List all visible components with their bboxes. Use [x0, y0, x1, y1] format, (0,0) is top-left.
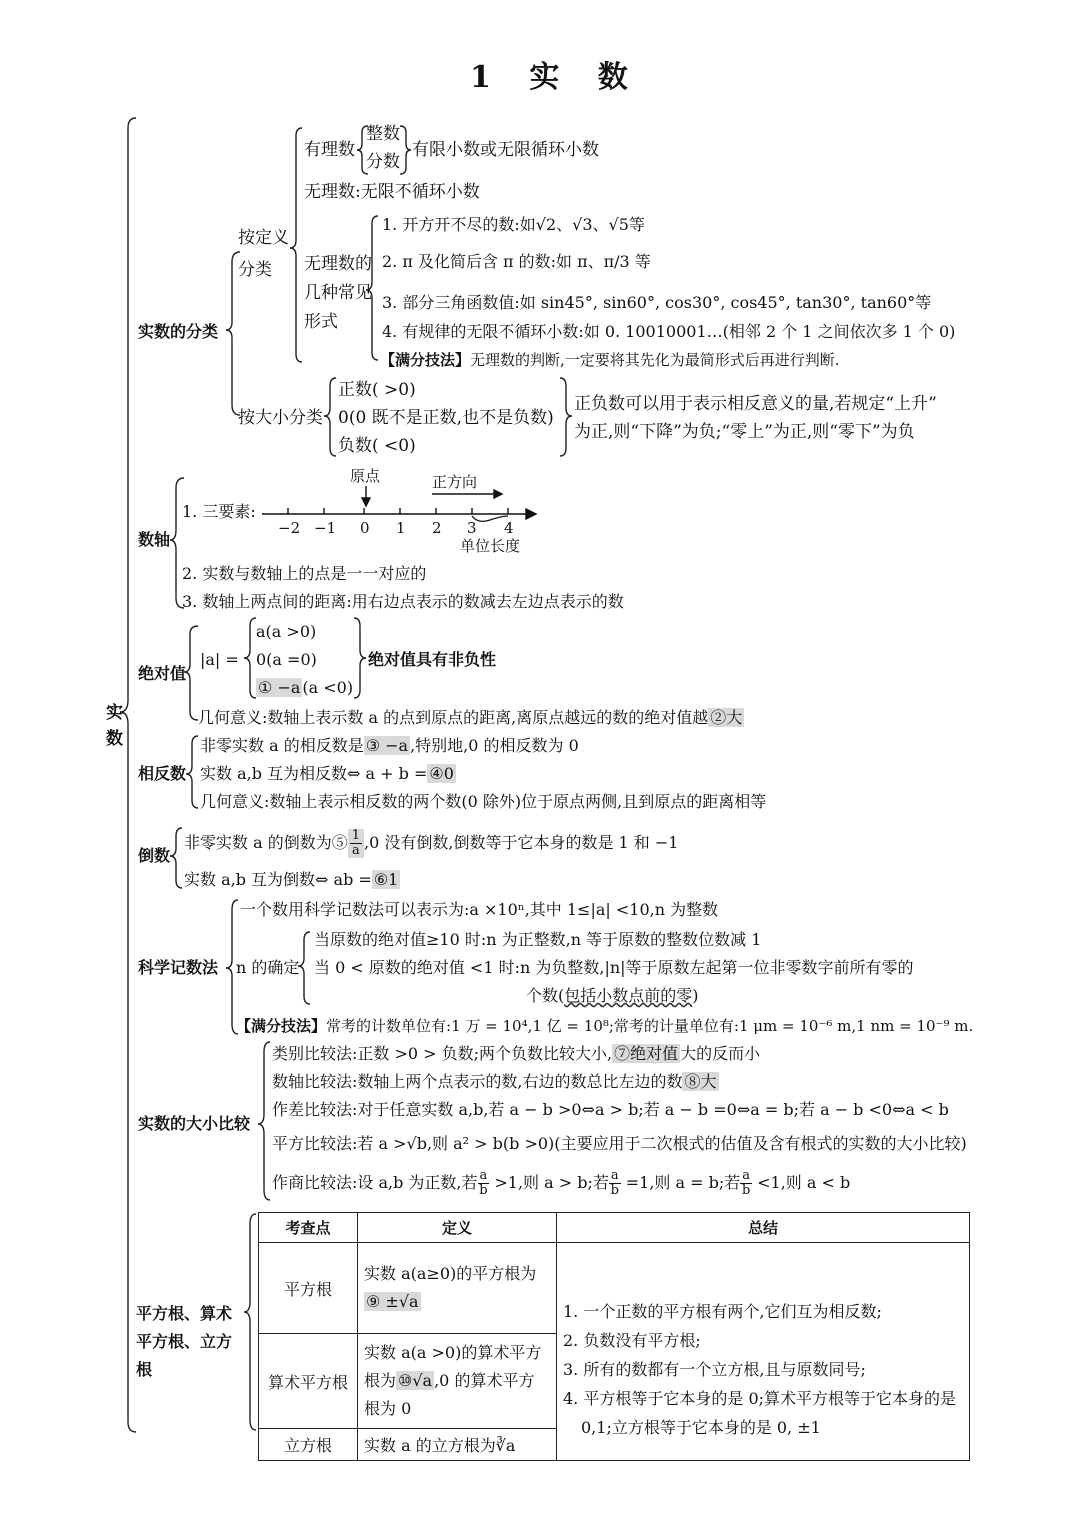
row-definition	[358, 1243, 557, 1334]
blank-9: ⑨ ±√a	[366, 1292, 419, 1311]
irrational-definition: 无理数:无限不循环小数	[304, 182, 480, 202]
integer-label: 整数	[366, 124, 400, 144]
compare-line-2	[272, 1072, 719, 1092]
fraction-denominator: b	[479, 1183, 488, 1198]
blank-7: ⑦绝对值	[614, 1044, 679, 1063]
number-line-item-1: 1. 三要素:	[182, 502, 256, 521]
opposite-line-2	[200, 764, 456, 784]
irrational-form-2: 2. π 及化简后含 π 的数:如 π、π/3 等	[382, 252, 651, 271]
summary-item: 1. 一个正数的平方根有两个,它们互为相反数;	[563, 1302, 882, 1321]
definition-post: ,0 的算术平方根为 0	[364, 1371, 535, 1418]
compare-line-1-post: 大的反而小	[680, 1044, 761, 1063]
ratio-fraction	[609, 1169, 621, 1198]
absolute-property: 绝对值具有非负性	[368, 650, 497, 669]
tip-label: 【满分技法】	[380, 351, 471, 369]
compare-line-1	[272, 1044, 760, 1064]
case-3-condition: (a <0)	[302, 678, 354, 697]
absolute-case-2: 0(a =0)	[256, 650, 317, 669]
blank-5-fraction	[348, 829, 364, 858]
reciprocal-line-1	[184, 828, 678, 858]
n-rule-2b-wavy: 包括小数点前的零	[564, 986, 693, 1005]
rational-note: 有限小数或无限循环小数	[412, 140, 599, 160]
row-name: 立方根	[259, 1429, 358, 1461]
row-name: 平方根	[259, 1243, 358, 1334]
reciprocal-line-2-text: 实数 a,b 互为倒数⇔ ab =	[184, 870, 372, 889]
classification-tip	[380, 350, 840, 370]
ratio-fraction	[478, 1169, 490, 1198]
tick-label: 0	[360, 519, 370, 537]
root-label: 实数	[106, 703, 123, 749]
opposite-line-1-post: ,特别地,0 的相反数为 0	[410, 736, 579, 755]
compare-line-3: 作差比较法:对于任意实数 a,b,若 a − b >0⇔a > b;若 a − b =0⇔a = b;若 a − b <0⇔a < b	[272, 1100, 949, 1119]
scientific-tip	[236, 1016, 973, 1036]
opposite-heading: 相反数	[138, 764, 187, 783]
fraction-label: 分数	[366, 152, 400, 172]
absolute-geometry	[198, 708, 744, 728]
irrational-form-1: 1. 开方开不尽的数:如√2、√3、√5等	[382, 215, 645, 234]
scientific-line-1: 一个数用科学记数法可以表示为:a ×10ⁿ,其中 1≤|a| <10,n 为整数	[240, 900, 719, 919]
n-rule-2b-pre: 个数(	[526, 986, 565, 1005]
compare-line-5	[272, 1168, 850, 1198]
blank-4: ④0	[429, 764, 454, 783]
compare-line-2-text: 数轴比较法:数轴上两个点表示的数,右边的数总比左边的数	[272, 1072, 683, 1091]
summary-item: 4. 平方根等于它本身的是 0;算术平方根等于它本身的是 0,1;立方根等于它本身的是 0, ±1	[563, 1389, 957, 1437]
row-definition: 实数 a 的立方根为∛a	[358, 1429, 557, 1461]
direction-label: 正方向	[432, 473, 478, 491]
fraction-numerator: a	[479, 1168, 488, 1183]
compare-line-1-text: 类别比较法:正数 >0 > 负数;两个负数比较大小,	[272, 1044, 613, 1063]
compare-line-4: 平方比较法:若 a >√b,则 a² > b(b >0)(主要应用于二次根式的估值及含有根式的实数的大小比较)	[272, 1134, 967, 1153]
by-size-label: 按大小分类	[238, 408, 323, 428]
tick-label: 4	[504, 519, 514, 537]
page-title: 1 实 数	[470, 60, 642, 95]
absolute-case-3	[256, 678, 353, 698]
blank-6: ⑥1	[373, 870, 399, 889]
reciprocal-line-2	[184, 870, 400, 890]
tick-label: 3	[467, 519, 477, 537]
table-header-row	[259, 1213, 970, 1243]
tick-label: 2	[432, 519, 442, 537]
irrational-forms-label: 无理数的几种常见形式	[304, 254, 372, 332]
positive-label: 正数( >0)	[338, 380, 416, 400]
number-line-heading: 数轴	[138, 530, 171, 549]
roots-table	[258, 1212, 970, 1461]
by-definition-label: 按定义分类	[238, 228, 289, 280]
definition-text: 实数 a(a >0)的算术平方根为	[364, 1343, 542, 1390]
blank-8: ⑧大	[684, 1072, 717, 1091]
n-rule-label: n 的确定	[236, 958, 300, 977]
tip-text: 无理数的判断,一定要将其先化为最简形式后再进行判断.	[470, 351, 840, 369]
fraction-numerator: 1	[351, 828, 360, 843]
blank-1: ① −a	[258, 678, 301, 697]
compare-line-5-c3: <1,则 a < b	[752, 1173, 851, 1192]
fraction-denominator: b	[610, 1183, 619, 1198]
reciprocal-line-1-text: 非零实数 a 的倒数为⑤	[184, 833, 348, 852]
fraction-numerator: a	[742, 1168, 751, 1183]
definition-text: 实数 a(a≥0)的平方根为	[364, 1264, 537, 1283]
classification-heading: 实数的分类	[138, 322, 219, 341]
rational-label: 有理数	[304, 140, 355, 160]
fraction-numerator: a	[610, 1168, 619, 1183]
tip-text: 常考的计数单位有:1 万 = 10⁴,1 亿 = 10⁸;常考的计量单位有:1 μm = 10⁻⁶ m,1 nm = 10⁻⁹ m.	[326, 1017, 974, 1035]
negative-label: 负数( <0)	[338, 436, 416, 456]
unit-length-label: 单位长度	[460, 537, 521, 555]
compare-line-5-c1: >1,则 a > b;若	[489, 1173, 609, 1192]
size-note-1: 正负数可以用于表示相反意义的量,若规定“上升”	[574, 394, 937, 414]
opposite-line-1-text: 非零实数 a 的相反数是	[200, 736, 364, 755]
scientific-heading: 科学记数法	[138, 958, 219, 977]
n-rule-2b	[526, 986, 699, 1006]
tip-label: 【满分技法】	[236, 1017, 327, 1035]
summary-item: 3. 所有的数都有一个立方根,且与原数同号;	[563, 1360, 866, 1379]
roots-heading: 平方根、算术平方根、立方根	[136, 1304, 233, 1379]
summary-item: 2. 负数没有平方根;	[563, 1331, 701, 1350]
absolute-case-1: a(a >0)	[256, 622, 317, 641]
blank-10: ⑩√a	[398, 1371, 433, 1390]
column-header: 考查点	[259, 1213, 358, 1243]
irrational-form-4: 4. 有规律的无限不循环小数:如 0. 10010001…(相邻 2 个 1 之间依次多 1 个 0)	[382, 322, 956, 341]
compare-heading: 实数的大小比较	[138, 1114, 251, 1133]
column-header: 总结	[557, 1213, 970, 1243]
summary-cell	[557, 1243, 970, 1461]
opposite-line-2-text: 实数 a,b 互为相反数⇔ a + b =	[200, 764, 428, 783]
tick-label: 1	[396, 519, 406, 537]
tick-label: −2	[278, 519, 301, 537]
irrational-form-3: 3. 部分三角函数值:如 sin45°, sin60°, cos30°, cos45°, tan30°, tan60°等	[382, 293, 932, 312]
number-line-item-3: 3. 数轴上两点间的距离:用右边点表示的数减去左边点表示的数	[182, 592, 624, 611]
ratio-fraction	[740, 1169, 752, 1198]
size-note-2: 为正,则“下降”为负;“零上”为正,则“零下”为负	[574, 422, 915, 442]
opposite-line-1	[200, 736, 579, 756]
table-row	[259, 1243, 970, 1334]
compare-line-5-c2: =1,则 a = b;若	[620, 1173, 741, 1192]
reciprocal-line-1-post: ,0 没有倒数,倒数等于它本身的数是 1 和 −1	[364, 833, 679, 852]
n-rule-2: 当 0 < 原数的绝对值 <1 时:n 为负整数,|n|等于原数左起第一位非零数字前所有零的	[314, 958, 914, 977]
blank-3: ③ −a	[365, 736, 409, 755]
row-definition	[358, 1334, 557, 1429]
geometry-text: 几何意义:数轴上表示数 a 的点到原点的距离,离原点越远的数的绝对值越	[198, 708, 709, 727]
reciprocal-heading: 倒数	[138, 846, 171, 865]
number-line-item-2: 2. 实数与数轴上的点是一一对应的	[182, 564, 427, 583]
zero-label: 0(0 既不是正数,也不是负数)	[338, 408, 554, 428]
origin-label: 原点	[350, 467, 381, 485]
fraction-denominator: b	[742, 1183, 751, 1198]
absolute-lhs: |a| =	[200, 650, 239, 669]
column-header: 定义	[358, 1213, 557, 1243]
opposite-line-3: 几何意义:数轴上表示相反数的两个数(0 除外)位于原点两侧,且到原点的距离相等	[200, 792, 767, 811]
fraction-denominator: a	[351, 843, 360, 858]
n-rule-2b-post: )	[692, 986, 699, 1005]
absolute-heading: 绝对值	[138, 664, 187, 683]
blank-2: ②大	[710, 708, 743, 727]
tick-label: −1	[314, 519, 337, 537]
row-name: 算术平方根	[259, 1334, 358, 1429]
n-rule-1: 当原数的绝对值≥10 时:n 为正整数,n 等于原数的整数位数减 1	[314, 930, 762, 949]
compare-line-5-text: 作商比较法:设 a,b 为正数,若	[272, 1173, 478, 1192]
